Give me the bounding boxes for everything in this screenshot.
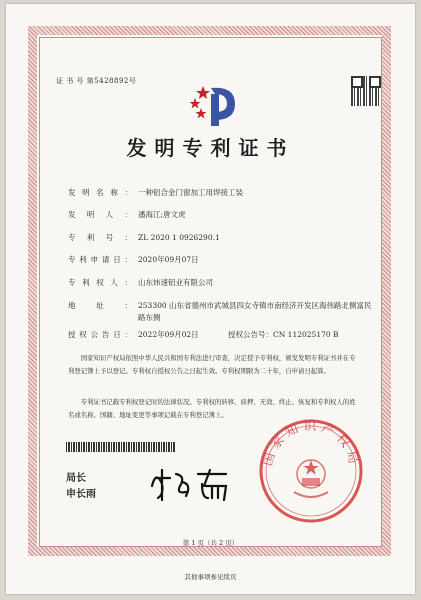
barcode-icon (66, 442, 176, 452)
field-label: 专利申请日 ： (68, 254, 132, 266)
certificate-sheet (6, 4, 415, 594)
footer-note: 其他事项参见续页 (184, 573, 237, 581)
director-name: 申长雨 (66, 489, 96, 500)
field-address (68, 300, 378, 324)
certificate-number: 证 书 号 第5428892号 (56, 77, 137, 85)
field-invention-name (68, 187, 368, 199)
field-value: 2020年09月07日 (138, 255, 199, 264)
field-patent-number (68, 232, 368, 244)
page-title: 发明专利证书 (126, 136, 295, 160)
official-seal-icon (256, 416, 366, 526)
field-label: 专利权人 ： (68, 277, 132, 289)
field-value: ZL 2020 1 0926290.1 (138, 233, 220, 242)
director-title: 局长 (66, 473, 86, 484)
field-label: 授权公告日 ： (68, 329, 132, 341)
field-label: 发明名称 ： (68, 187, 132, 199)
notice-paragraph-2: 专利证书记载专利权登记时的法律状况。专利权的转移、质押、无效、终止、恢复和专利权人的姓名或名称、国籍、地址变更等事项记载在专利登记簿上。 (68, 398, 356, 419)
field-label: 专利号 ： (68, 232, 132, 244)
field-value: 2022年09月02日 (138, 330, 199, 339)
field-value: 一种铝合金门窗加工用焊接工装 (138, 188, 243, 197)
field-inventor (68, 209, 368, 221)
page-indicator: 第 1 页（共 2 页） (182, 539, 239, 547)
cnipa-logo-icon (189, 78, 241, 130)
field-label: 地址 ： (68, 300, 132, 324)
seal-text: 国家知识产权局 (260, 419, 362, 470)
signature-icon (146, 464, 236, 504)
field-grant-date (68, 329, 378, 341)
qr-code-icon (351, 76, 381, 106)
field-value: 山东炜速铝业有限公司 (138, 278, 213, 287)
grant-publication-number: 授权公告号：CN 112025170 B (228, 330, 339, 339)
field-label: 发明人 ： (68, 209, 132, 221)
notice-paragraph-1: 国家知识产权局依照中华人民共和国专利法进行审查，决定授予专利权，颁发发明专利证书并在专利登记簿上予以登记。专利权自授权公告之日起生效。专利权期限为二十年，自申请日起算。 (68, 354, 356, 375)
field-value: 253300 山东省德州市武城县四女寺镇市南经济开发区海伟路北侧富民路东侧 (138, 301, 372, 322)
field-patentee (68, 277, 368, 289)
field-value: 潘海江;唐文虎 (138, 210, 186, 219)
field-application-date (68, 254, 368, 266)
